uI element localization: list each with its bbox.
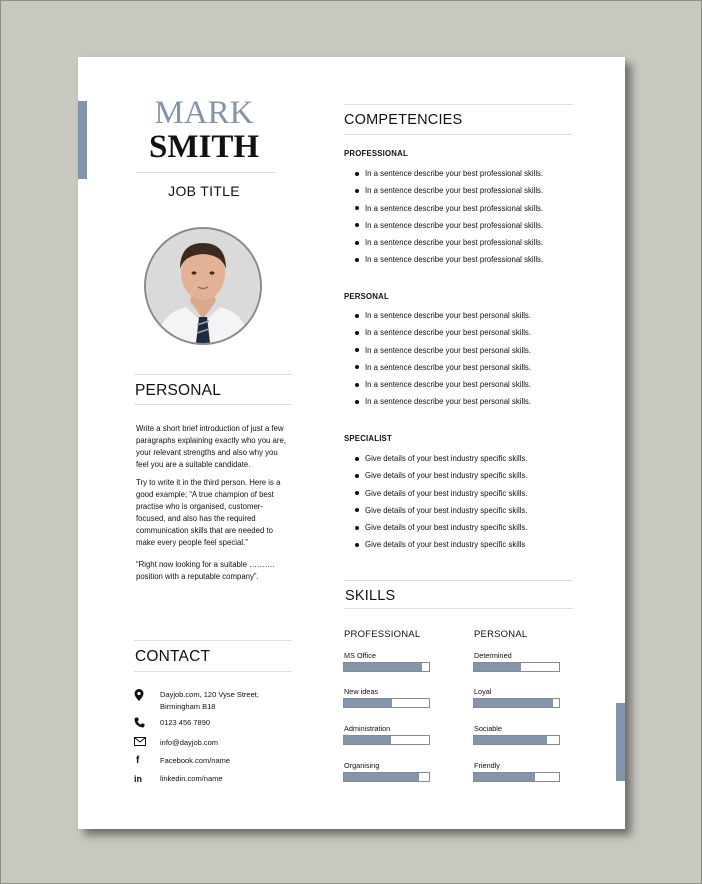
list-item: Give details of your best industry specific skills.	[344, 519, 528, 536]
skill-bar-fill	[474, 663, 521, 671]
list-item: In a sentence describe your best personal skills.	[344, 376, 531, 393]
skill-label: Loyal	[474, 687, 492, 696]
contact-heading: CONTACT	[135, 648, 211, 665]
skill-label: Organising	[344, 761, 380, 770]
divider	[134, 374, 292, 375]
skill-label: Determined	[474, 651, 512, 660]
list-item: In a sentence describe your best personal skills.	[344, 342, 531, 359]
accent-bar-right	[616, 703, 625, 781]
skill-bar	[473, 662, 560, 672]
contact-phone	[134, 717, 304, 729]
skill-bar	[473, 772, 560, 782]
skill-bar-fill	[474, 773, 535, 781]
list-item: Give details of your best industry specific skills.	[344, 485, 528, 502]
skill-label: New ideas	[344, 687, 379, 696]
phone-icon	[134, 717, 146, 729]
list-item: Give details of your best industry specific skills	[344, 536, 528, 553]
contact-email-text[interactable]: info@dayjob.com	[160, 738, 219, 747]
divider	[134, 404, 292, 405]
skill-label: Friendly	[474, 761, 500, 770]
skill-friendly	[473, 761, 561, 791]
person-portrait-icon	[146, 229, 260, 343]
list-item: In a sentence describe your best professional skills.	[344, 200, 543, 217]
list-item: In a sentence describe your best professional skills.	[344, 165, 543, 182]
skill-bar-fill	[344, 773, 419, 781]
accent-bar-left	[78, 101, 87, 179]
cv-page	[78, 57, 625, 829]
skill-bar	[343, 662, 430, 672]
skill-administration	[343, 724, 431, 754]
skill-bar-fill	[344, 699, 392, 707]
competency-list-professional	[344, 165, 543, 269]
skill-label: Sociable	[474, 724, 502, 733]
competency-list-personal	[344, 307, 531, 411]
list-item: Give details of your best industry specific skills.	[344, 467, 528, 484]
list-item: In a sentence describe your best professional skills.	[344, 234, 543, 251]
list-item: In a sentence describe your best professional skills.	[344, 182, 543, 199]
job-title: JOB TITLE	[168, 183, 240, 199]
skill-bar	[343, 772, 430, 782]
contact-facebook-text[interactable]: Facebook.com/name	[160, 756, 231, 765]
skill-bar-fill	[344, 663, 422, 671]
skill-new-ideas	[343, 687, 431, 717]
list-item: In a sentence describe your best professional skills.	[344, 217, 543, 234]
skill-label: MS Office	[344, 651, 376, 660]
first-name: MARK	[154, 95, 254, 131]
skill-bar-fill	[474, 699, 553, 707]
divider	[344, 134, 573, 135]
skill-bar	[473, 735, 560, 745]
last-name: SMITH	[148, 129, 260, 165]
list-item: Give details of your best industry specific skills.	[344, 502, 528, 519]
personal-paragraph: Try to write it in the third person. Here is a good example; “A true champion of best practise who is organised, customer-focused, and also has the required communication skills that are needed to make every people feel special.”	[136, 478, 281, 547]
skill-ms-office	[343, 651, 431, 681]
profile-photo	[144, 227, 262, 345]
skill-bar-fill	[474, 736, 547, 744]
list-item: In a sentence describe your best personal skills.	[344, 307, 531, 324]
competency-group-title: SPECIALIST	[344, 434, 392, 443]
skill-sociable	[473, 724, 561, 754]
personal-paragraph: Write a short brief introduction of just a few paragraphs explaining exactly who you are, your relevant strengths and also why you feel you are a suitable candidate.	[136, 424, 286, 469]
personal-intro	[136, 423, 292, 589]
skill-organising	[343, 761, 431, 791]
divider	[344, 608, 573, 609]
contact-linkedin	[134, 773, 304, 785]
skill-determined	[473, 651, 561, 681]
skill-bar	[343, 698, 430, 708]
divider	[136, 172, 276, 173]
competency-list-specialist	[344, 450, 528, 554]
skill-label: Administration	[344, 724, 391, 733]
list-item: In a sentence describe your best personal skills.	[344, 359, 531, 376]
skill-bar	[343, 735, 430, 745]
contact-phone-text: 0123 456 7890	[160, 718, 211, 727]
contact-facebook	[134, 755, 304, 767]
contact-address	[134, 689, 304, 713]
list-item: In a sentence describe your best personal skills.	[344, 393, 531, 410]
personal-heading: PERSONAL	[135, 382, 222, 399]
divider	[344, 104, 573, 105]
contact-linkedin-text[interactable]: linkedin.com/name	[160, 774, 223, 783]
contact-email	[134, 737, 304, 749]
skill-bar-fill	[344, 736, 391, 744]
skill-bar	[473, 698, 560, 708]
contact-address-text: Dayjob.com, 120 Vyse Street, Birmingham B18	[160, 690, 259, 711]
competencies-heading: COMPETENCIES	[344, 112, 463, 128]
linkedin-icon: in	[134, 774, 142, 784]
divider	[134, 640, 292, 641]
personal-paragraph: “Right now looking for a suitable ………. position with a reputable company”.	[136, 560, 275, 581]
skill-loyal	[473, 687, 561, 717]
skills-heading: SKILLS	[345, 588, 396, 604]
competency-group-title: PROFESSIONAL	[344, 149, 408, 158]
divider	[134, 671, 292, 672]
skills-column-title: PERSONAL	[474, 629, 528, 640]
list-item: Give details of your best industry specific skills.	[344, 450, 528, 467]
skills-column-title: PROFESSIONAL	[344, 629, 421, 640]
location-pin-icon	[134, 689, 146, 701]
facebook-icon: f	[136, 755, 140, 766]
divider	[344, 580, 573, 581]
list-item: In a sentence describe your best personal skills.	[344, 324, 531, 341]
list-item: In a sentence describe your best professional skills.	[344, 251, 543, 268]
email-icon	[134, 737, 146, 749]
competency-group-title: PERSONAL	[344, 292, 389, 301]
